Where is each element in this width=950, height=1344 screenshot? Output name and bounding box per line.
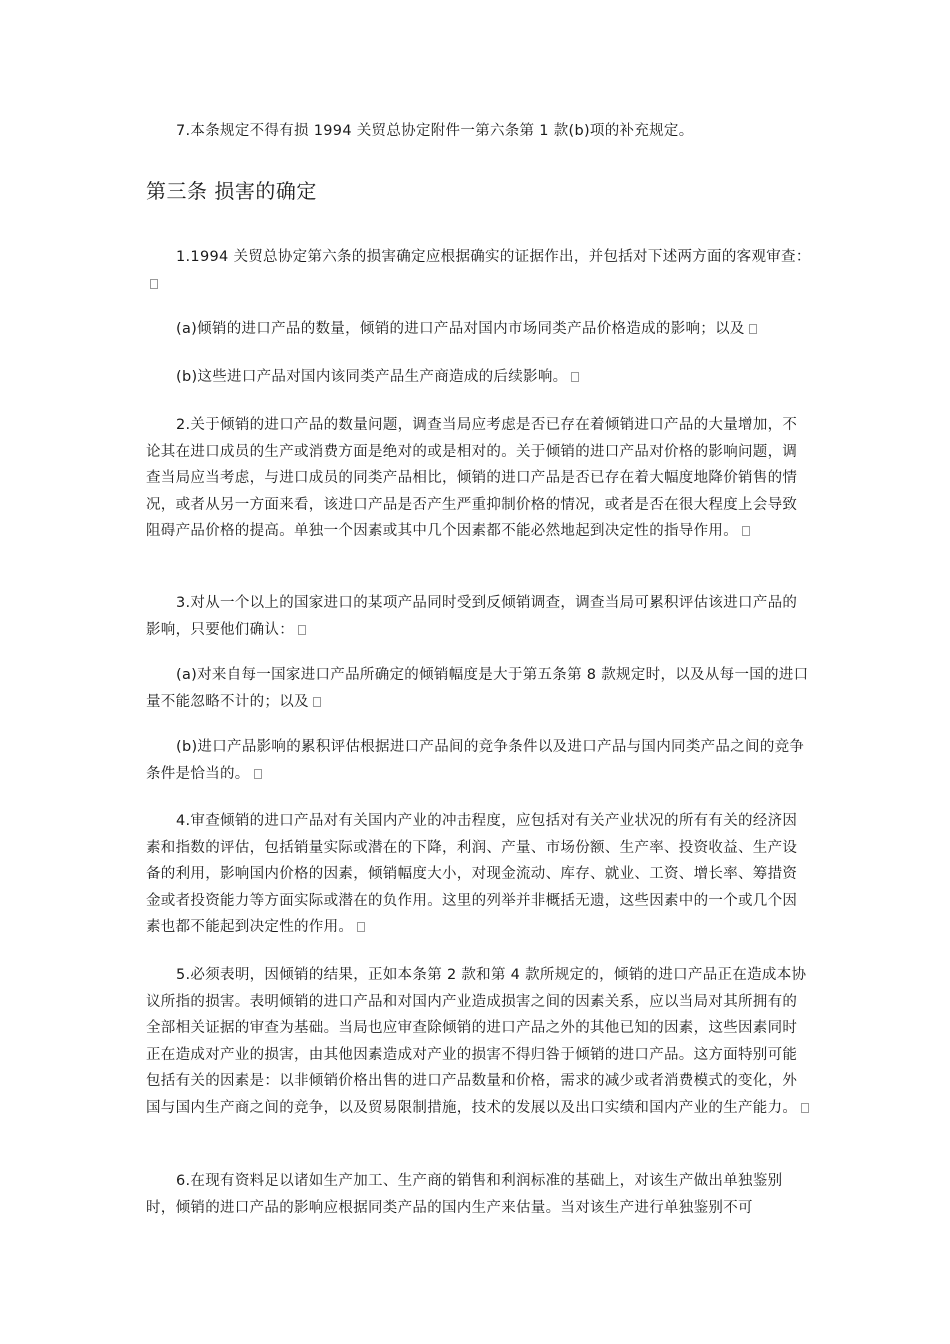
paragraph-text: 7.本条规定不得有损 1994 关贸总协定附件一第六条第 1 款(b)项的补充规定。 xyxy=(176,123,694,139)
placeholder-box-icon xyxy=(298,625,306,635)
paragraph-text: 1.1994 关贸总协定第六条的损害确定应根据确实的证据作出，并包括对下述两方面的客观审查： xyxy=(176,249,811,265)
paragraph-3b xyxy=(146,734,811,787)
paragraph-text: 5.必须表明，因倾销的结果，正如本条第 2 款和第 4 款所规定的，倾销的进口产品正在造成本协议所指的损害。表明倾销的进口产品和对国内产业造成损害之间的因素关系，应以当局对其所拥有的全部相关证据的审查为基础。当局也应审查除倾销的进口产品之外的其他已知的因素，这些因素同时正在造成对产业的损害，由其他因素造成对产业的损害不得归咎于倾销的进口产品。这方面特别可能包括有关的因素是：以非倾销价格出售的进口产品数量和价格，需求的减少或者消费模式的变化，外国与国内生产商之间的竞争，以及贸易限制措施，技术的发展以及出口实绩和国内产业的生产能力。 xyxy=(146,967,807,1116)
placeholder-box-icon xyxy=(571,372,579,382)
paragraph-text: 4.审查倾销的进口产品对有关国内产业的冲击程度，应包括对有关产业状况的所有有关的经济因素和指数的评估，包括销量实际或潜在的下降，利润、产量、市场份额、生产率、投资收益、生产设备的利用，影响国内价格的因素，倾销幅度大小，对现金流动、库存、就业、工资、增长率、筹措资金或者投资能力等方面实际或潜在的负作用。这里的列举并非概括无遗，这些因素中的一个或几个因素也都不能起到决定性的作用。 xyxy=(146,813,798,935)
paragraph-text: 2.关于倾销的进口产品的数量问题，调查当局应考虑是否已存在着倾销进口产品的大量增加，不论其在进口成员的生产或消费方面是绝对的或是相对的。关于倾销的进口产品对价格的影响问题，调查当局应当考虑，与进口成员的同类产品相比，倾销的进口产品是否已存在着大幅度地降价销售的情况，或者从另一方面来看，该进口产品是否产生严重抑制价格的情况，或者是否在很大程度上会导致阻碍产品价格的提高。单独一个因素或其中几个因素都不能必然地起到决定性的指导作用。 xyxy=(146,417,798,539)
section-heading: 第三条 损害的确定 xyxy=(146,179,317,203)
paragraph-7 xyxy=(146,118,811,145)
placeholder-box-icon xyxy=(313,697,321,707)
paragraph-1 xyxy=(146,244,811,297)
paragraph-text: 3.对从一个以上的国家进口的某项产品同时受到反倾销调查，调查当局可累积评估该进口产品的影响，只要他们确认： xyxy=(146,595,798,638)
placeholder-box-icon xyxy=(801,1103,809,1113)
paragraph-text: (a)对来自每一国家进口产品所确定的倾销幅度是大于第五条第 8 款规定时，以及从每一国的进口量不能忽略不计的；以及 xyxy=(146,667,809,710)
placeholder-box-icon xyxy=(742,526,750,536)
paragraph-6 xyxy=(146,1168,811,1221)
paragraph-3a xyxy=(146,662,811,715)
paragraph-text: (b)这些进口产品对国内该同类产品生产商造成的后续影响。 xyxy=(176,369,568,385)
paragraph-5 xyxy=(146,962,811,1121)
paragraph-3 xyxy=(146,590,811,643)
paragraph-text: (a)倾销的进口产品的数量，倾销的进口产品对国内市场同类产品价格造成的影响；以及 xyxy=(176,321,745,337)
placeholder-box-icon xyxy=(749,324,757,334)
paragraph-1a xyxy=(146,316,811,343)
placeholder-box-icon xyxy=(150,279,158,289)
paragraph-2 xyxy=(146,412,811,545)
paragraph-1b xyxy=(146,364,811,391)
placeholder-box-icon xyxy=(254,769,262,779)
placeholder-box-icon xyxy=(357,922,365,932)
paragraph-text: 6.在现有资料足以诸如生产加工、生产商的销售和利润标准的基础上，对该生产做出单独鉴别时，倾销的进口产品的影响应根据同类产品的国内生产来估量。当对该生产进行单独鉴别不可 xyxy=(146,1173,783,1216)
paragraph-4 xyxy=(146,808,811,941)
paragraph-text: (b)进口产品影响的累积评估根据进口产品间的竞争条件以及进口产品与国内同类产品之间的竞争条件是恰当的。 xyxy=(146,739,805,782)
